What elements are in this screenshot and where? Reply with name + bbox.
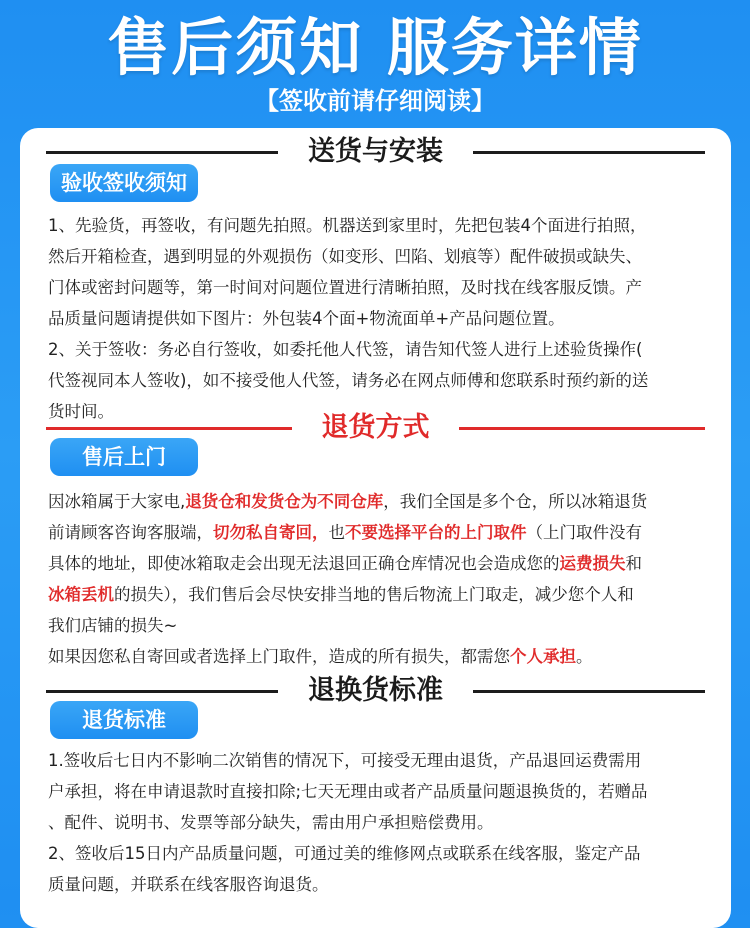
- highlight-text: 切勿私自寄回，: [213, 523, 329, 542]
- text-line: 货时间。: [48, 402, 114, 421]
- text-line: 1、先验货，再签收，有问题先拍照。机器送到家里时，先把包装4个面进行拍照，: [48, 216, 647, 235]
- text-line: 品质量问题请提供如下图片：外包装4个面+物流面单+产品问题位置。: [48, 309, 565, 328]
- paragraph-inspection: [48, 210, 708, 427]
- text-line: 代签视同本人签收)，如不接受他人代签，请务必在网点师傅和您联系时预约新的送: [48, 371, 649, 390]
- section-title: 退换货标准: [308, 675, 443, 706]
- page-subtitle: 【签收前请仔细阅读】: [255, 87, 495, 115]
- header: [0, 0, 750, 128]
- text-line: 冰箱丢机的损失），我们售后会尽快安排当地的售后物流上门取走，减少您个人和: [48, 585, 634, 604]
- highlight-text: 个人承担: [510, 647, 576, 666]
- tag-inspection: 验收签收须知: [50, 164, 198, 202]
- highlight-text: 退货仓和发货仓为不同仓库: [185, 492, 384, 511]
- highlight-text: 运费损失: [559, 554, 626, 573]
- text-line: 2、关于签收：务必自行签收，如委托他人代签，请告知代签人进行上述验货操作(: [48, 340, 643, 359]
- tag-return-standard: 退货标准: [50, 701, 198, 739]
- text-line: 1.签收后七日内不影响二次销售的情况下，可接受无理由退货，产品退回运费需用: [48, 751, 642, 770]
- section-title: 送货与安装: [308, 136, 443, 167]
- content-card: [20, 128, 731, 928]
- paragraph-return-standard: [48, 745, 708, 900]
- text-line: 因冰箱属于大家电,退货仓和发货仓为不同仓库，我们全国是多个仓，所以冰箱退货: [48, 492, 648, 511]
- page-title: 售后须知 服务详情: [107, 11, 643, 84]
- text-line: 户承担，将在申请退款时直接扣除;七天无理由或者产品质量问题退换货的，若赠品: [48, 782, 648, 801]
- paragraph-return-method: [48, 486, 708, 672]
- text-line: 门体或密封问题等，第一时间对问题位置进行清晰拍照，及时找在线客服反馈。产: [48, 278, 642, 297]
- text-line: 前请顾客咨询客服端，切勿私自寄回，也不要选择平台的上门取件（上门取件没有: [48, 523, 642, 542]
- section-title: 退货方式: [321, 412, 430, 443]
- text-line: 我们店铺的损失~: [48, 616, 178, 635]
- text-line: 如果因您私自寄回或者选择上门取件，造成的所有损失，都需您个人承担。: [48, 647, 593, 666]
- tag-after-sales-visit: 售后上门: [50, 438, 198, 476]
- text-line: 质量问题，并联系在线客服咨询退货。: [48, 875, 329, 894]
- text-line: 具体的地址，即使冰箱取走会出现无法退回正确仓库情况也会造成您的运费损失和: [48, 554, 642, 573]
- highlight-text: 不要选择平台的上门取件: [345, 523, 527, 542]
- text-line: 2、签收后15日内产品质量问题，可通过美的维修网点或联系在线客服，鉴定产品: [48, 844, 641, 863]
- highlight-text: 冰箱丢机: [48, 585, 114, 604]
- text-line: 、配件、说明书、发票等部分缺失，需由用户承担赔偿费用。: [48, 813, 494, 832]
- text-line: 然后开箱检查，遇到明显的外观损伤（如变形、凹陷、划痕等）配件破损或缺失、: [48, 247, 642, 266]
